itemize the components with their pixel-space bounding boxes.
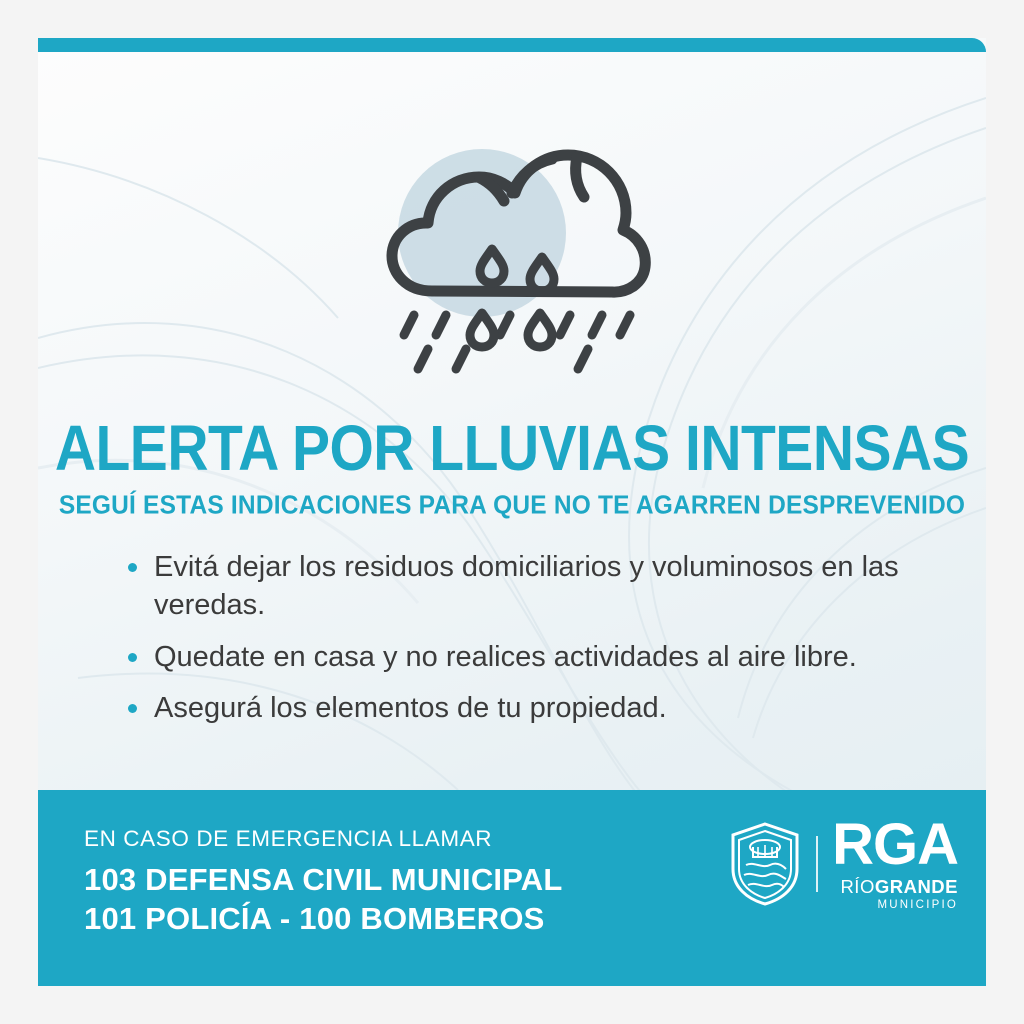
emergency-phone-line-1: 103 DEFENSA CIVIL MUNICIPAL <box>84 862 563 897</box>
rga-tagline: MUNICIPIO <box>877 898 958 911</box>
brand-lockup <box>728 812 958 911</box>
recommendations-list <box>124 548 924 740</box>
title-block <box>38 412 986 520</box>
page-subtitle: SEGUÍ ESTAS INDICACIONES PARA QUE NO TE AGARREN DESPREVENIDO <box>58 491 966 520</box>
list-item: Asegurá los elementos de tu propiedad. <box>124 689 924 727</box>
rain-cloud-icon-container <box>38 108 986 398</box>
rga-acronym: RGA <box>832 812 958 877</box>
rga-wordmark <box>832 812 958 911</box>
rio-grande-coat-of-arms-icon <box>728 821 802 907</box>
list-item: Evitá dejar los residuos domiciliarios y voluminosos en las veredas. <box>124 548 924 625</box>
rain-cloud-icon <box>362 123 662 383</box>
emergency-phone-line-2: 101 POLICÍA - 100 BOMBEROS <box>84 901 545 936</box>
page-title: ALERTA POR LLUVIAS INTENSAS <box>54 412 970 485</box>
poster-card <box>38 38 986 986</box>
emergency-info <box>84 826 563 940</box>
brand-divider <box>816 836 818 892</box>
rga-city-name-light: RÍO <box>840 876 875 897</box>
rga-city-name-bold: GRANDE <box>874 876 958 897</box>
rga-city-name <box>840 878 958 897</box>
list-item: Quedate en casa y no realices actividades al aire libre. <box>124 638 924 676</box>
emergency-label: EN CASO DE EMERGENCIA LLAMAR <box>84 826 493 851</box>
top-accent-bar <box>38 38 986 52</box>
footer-band <box>38 790 986 986</box>
